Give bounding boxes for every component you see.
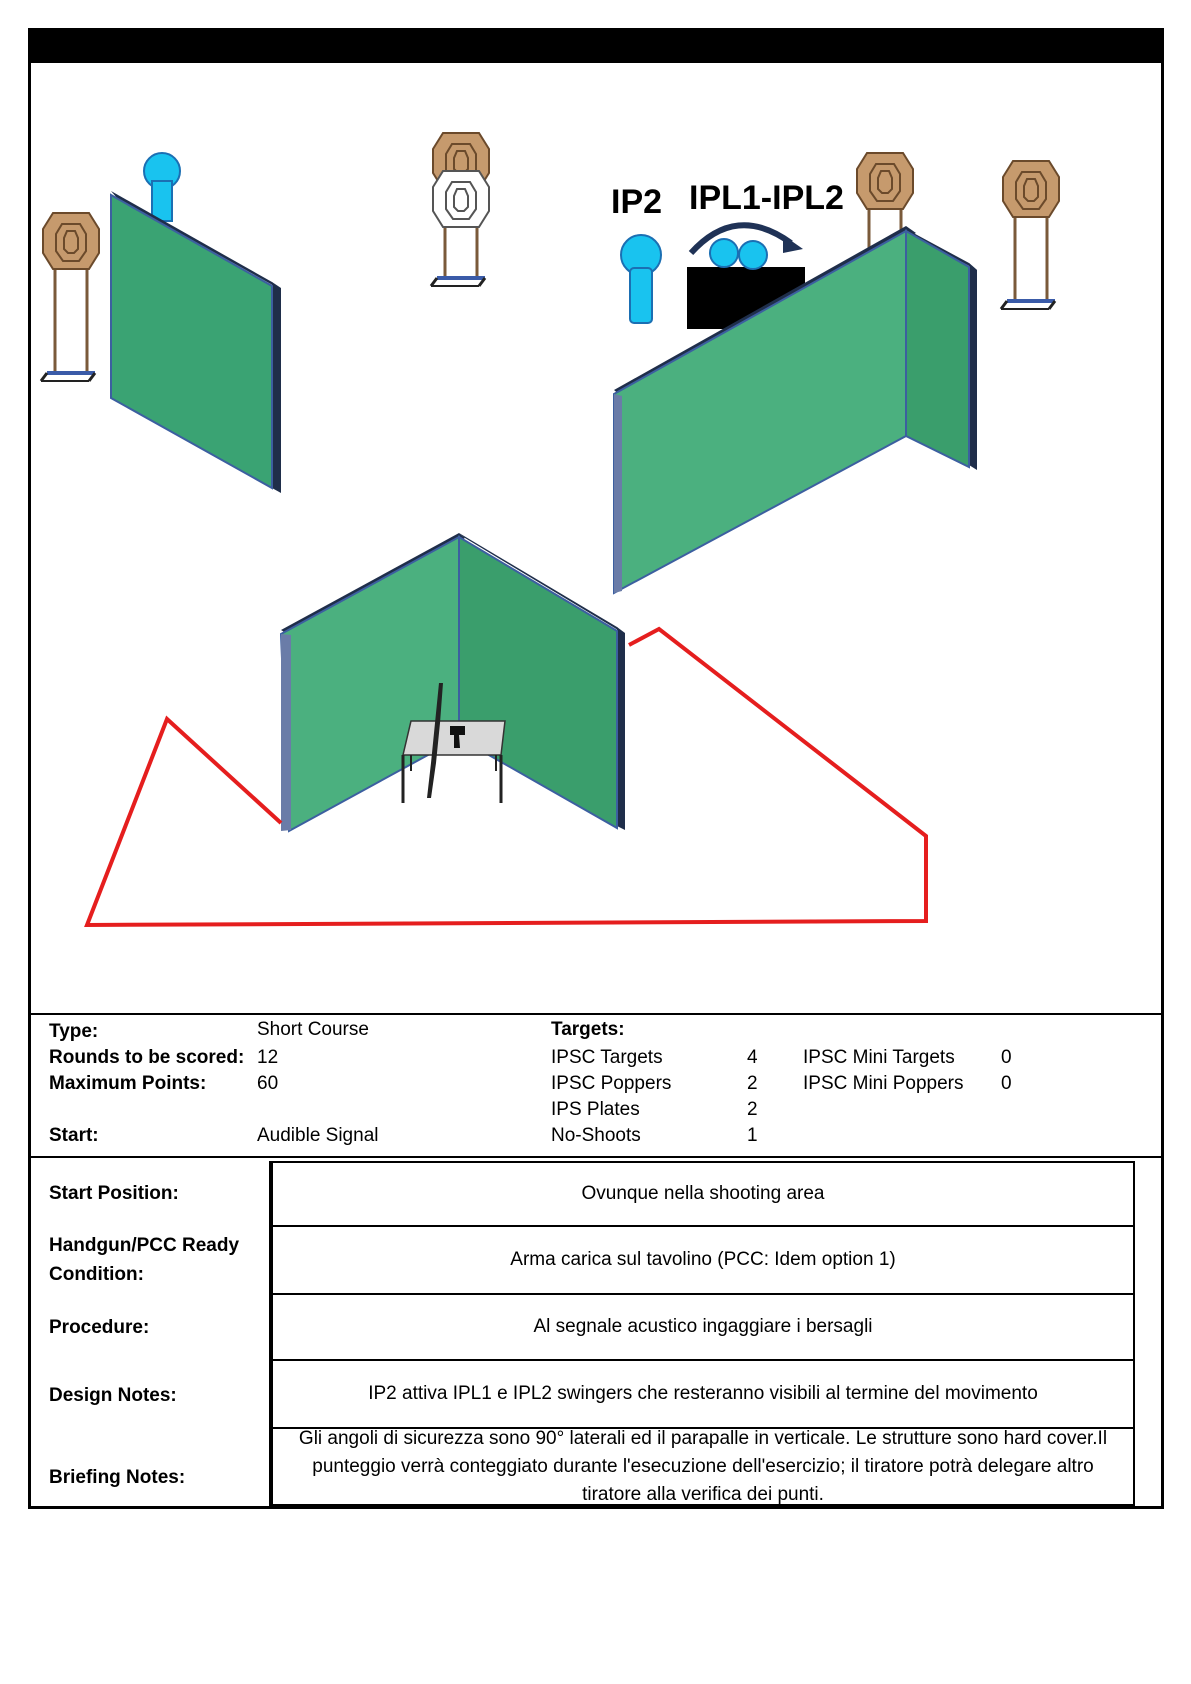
title-bar xyxy=(31,31,1161,63)
target-count: 1 xyxy=(747,1125,758,1146)
mini-target-name: IPSC Mini Targets xyxy=(803,1047,955,1068)
detail-value: Ovunque nella shooting area xyxy=(271,1161,1135,1227)
separator-bottom xyxy=(31,1156,1161,1158)
target-stand-far-right xyxy=(1001,161,1059,309)
separator-top xyxy=(31,1013,1161,1015)
points-label: Maximum Points: xyxy=(49,1073,207,1094)
detail-row xyxy=(31,1427,1161,1506)
label-ipl: IPL1-IPL2 xyxy=(689,179,844,217)
detail-value: Gli angoli di sicurezza sono 90° laterali ed il parapalle in verticale. Le strutture sono hard cover.Il punteggio verrà conteggiato durante l'esecuzione dell'esercizio; il tiratore potrà delegare altro tiratore alla verifica dei punti. xyxy=(271,1427,1135,1506)
detail-value: IP2 attiva IPL1 e IPL2 swingers che resteranno visibili al termine del movimento xyxy=(271,1359,1135,1429)
detail-row xyxy=(31,1359,1161,1427)
popper-ip2-icon xyxy=(621,235,661,323)
start-value: Audible Signal xyxy=(257,1125,379,1146)
detail-row xyxy=(31,1161,1161,1225)
type-value: Short Course xyxy=(257,1019,369,1040)
target-count: 4 xyxy=(747,1047,758,1068)
start-label: Start: xyxy=(49,1125,99,1146)
detail-label: Procedure: xyxy=(49,1317,150,1338)
mini-target-count: 0 xyxy=(1001,1047,1012,1068)
target-stand-left xyxy=(41,213,99,381)
detail-value: Al segnale acustico ingaggiare i bersagli xyxy=(271,1293,1135,1361)
stage-details xyxy=(31,1161,1161,1506)
points-value: 60 xyxy=(257,1073,279,1094)
detail-label: Start Position: xyxy=(49,1183,179,1204)
mini-target-count: 0 xyxy=(1001,1073,1012,1094)
detail-row xyxy=(31,1293,1161,1359)
type-label: Type: xyxy=(49,1021,99,1042)
rounds-label: Rounds to be scored: xyxy=(49,1047,245,1068)
mini-target-name: IPSC Mini Poppers xyxy=(803,1073,964,1094)
target-name: IPSC Targets xyxy=(551,1047,663,1068)
stage-sheet xyxy=(28,28,1164,1509)
detail-label: Handgun/PCC Ready Condition: xyxy=(49,1235,240,1285)
rounds-value: 12 xyxy=(257,1047,279,1068)
stage-diagram xyxy=(31,63,1161,1013)
stage-info xyxy=(31,1017,1161,1156)
target-count: 2 xyxy=(747,1073,758,1094)
target-name: IPS Plates xyxy=(551,1099,640,1120)
detail-label: Briefing Notes: xyxy=(49,1467,186,1488)
target-stand-center xyxy=(431,133,489,286)
wall-center-v xyxy=(281,533,625,831)
target-name: IPSC Poppers xyxy=(551,1073,672,1094)
target-name: No-Shoots xyxy=(551,1125,641,1146)
detail-value: Arma carica sul tavolino (PCC: Idem option 1) xyxy=(271,1225,1135,1295)
detail-label: Design Notes: xyxy=(49,1385,177,1406)
popper-left-icon xyxy=(144,153,180,221)
label-ip2: IP2 xyxy=(611,183,663,221)
target-count: 2 xyxy=(747,1099,758,1120)
wall-left xyxy=(111,191,281,493)
targets-label: Targets: xyxy=(551,1019,625,1040)
detail-row xyxy=(31,1225,1161,1293)
